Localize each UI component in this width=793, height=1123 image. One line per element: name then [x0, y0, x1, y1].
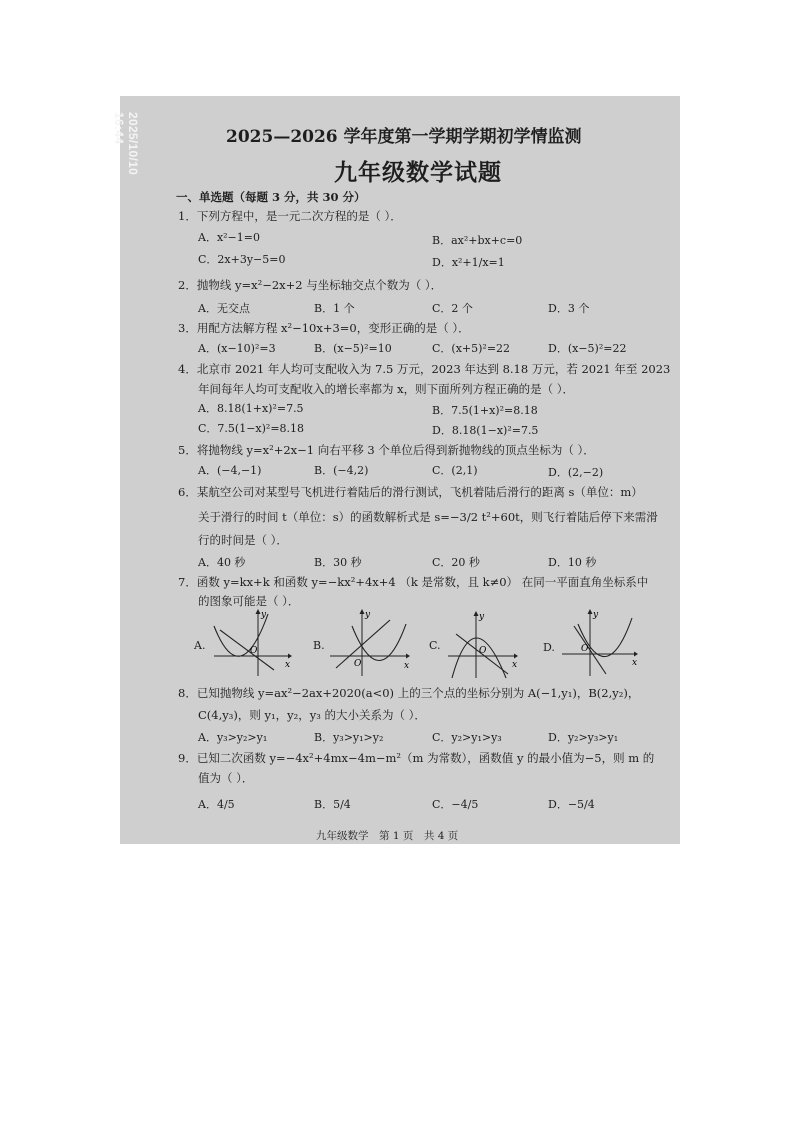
q7-option-c-label: C. — [429, 639, 441, 652]
q8-option-b: B．y₃>y₁>y₂ — [314, 731, 384, 744]
q9-option-a: A．4/5 — [198, 798, 235, 811]
y-label: y — [261, 610, 267, 620]
q2-stem: 2．抛物线 y=x²−2x+2 与坐标轴交点个数为（ ）． — [178, 278, 443, 292]
parabola — [214, 614, 268, 656]
q9-option-d: D．−5/4 — [548, 798, 595, 811]
q5-option-a: A．(−4,−1) — [198, 464, 262, 477]
q3-stem: 3．用配方法解方程 x²−10x+3=0，变形正确的是（ ）． — [178, 321, 470, 335]
q7-stem-line2: 的图象可能是（ ）． — [198, 594, 300, 608]
y-axis-arrow — [360, 609, 365, 614]
q1-option-c: C．2x+3y−5=0 — [198, 253, 286, 266]
timestamp-text: 2025/10/10 16:44 — [112, 112, 140, 176]
q6-stem-line3: 行的时间是（ ）． — [198, 533, 288, 547]
q6-option-a: A．40 秒 — [198, 556, 246, 569]
q4-option-b: B．7.5(1+x)²=8.18 — [432, 404, 538, 417]
q3-option-c: C．(x+5)²=22 — [432, 342, 511, 355]
origin-label: O — [250, 646, 258, 656]
x-axis-arrow — [634, 652, 638, 657]
q8-stem-line2: C(4,y₃)，则 y₁，y₂，y₃ 的大小关系为（ ）． — [198, 708, 426, 722]
q4-stem-line2: 年间每年人均可支配收入的增长率都为 x，则下面所列方程正确的是（ ）． — [198, 382, 575, 396]
q3-option-a: A．(x−10)²=3 — [198, 342, 276, 355]
x-axis-arrow — [288, 654, 292, 659]
y-label: y — [593, 610, 599, 620]
q2-option-b: B．1 个 — [314, 302, 355, 315]
x-axis-arrow — [406, 654, 410, 659]
q8-option-c: C．y₂>y₁>y₃ — [432, 731, 502, 744]
straight-line — [220, 630, 274, 670]
q2-option-d: D．3 个 — [548, 302, 590, 315]
exam-subject: 九年级数学试题 — [334, 159, 502, 186]
page-footer: 九年级数学 第 1 页 共 4 页 — [316, 830, 459, 842]
q8-stem-line1: 8．已知抛物线 y=ax²−2ax+2020(a<0) 上的三个点的坐标分别为 A(−1,y₁)，B(2,y₂)， — [178, 686, 640, 700]
q9-stem-line2: 值为（ ）． — [198, 771, 254, 785]
y-label: y — [479, 612, 485, 622]
q7-graph-a — [212, 608, 292, 678]
q6-stem-line1: 6．某航空公司对某型号飞机进行着陆后的滑行测试，飞机着陆后滑行的距离 s（单位：m） — [178, 485, 643, 499]
q2-option-a: A．无交点 — [198, 302, 250, 315]
section-heading: 一、单选题（每题 3 分，共 30 分） — [176, 190, 366, 204]
origin-label: O — [354, 659, 362, 669]
q5-option-d: D．(2,−2) — [548, 466, 604, 479]
exam-title: 2025—2026 学年度第一学期学期初学情监测 — [226, 127, 582, 147]
q6-option-c: C．20 秒 — [432, 556, 480, 569]
x-axis-arrow — [514, 654, 518, 659]
q7-option-a-label: A. — [194, 639, 206, 652]
q9-stem-line1: 9．已知二次函数 y=−4x²+4mx−4m−m²（m 为常数），函数值 y 的最小值为−5，则 m 的 — [178, 751, 655, 765]
q1-option-a: A．x²−1=0 — [198, 231, 260, 244]
q4-option-c: C．7.5(1−x)²=8.18 — [198, 422, 305, 435]
q1-stem: 1．下列方程中，是一元二次方程的是（ ）． — [178, 209, 402, 223]
q7-graph-b — [328, 608, 412, 678]
q5-option-b: B．(−4,2) — [314, 464, 369, 477]
q5-stem: 5．将抛物线 y=x²+2x−1 向右平移 3 个单位后得到新抛物线的顶点坐标为（ ）． — [178, 443, 595, 457]
origin-label: O — [479, 646, 487, 656]
x-label: x — [512, 660, 518, 670]
origin-label: O — [581, 644, 589, 654]
x-label: x — [285, 660, 291, 670]
q6-stem-line2: 关于滑行的时间 t（单位：s）的函数解析式是 s=−3/2 t²+60t，则飞行着陆后停下来需滑 — [198, 510, 658, 524]
y-axis-arrow — [256, 609, 261, 614]
q7-graph-d — [560, 608, 640, 678]
x-label: x — [632, 658, 638, 668]
q8-option-d: D．y₂>y₃>y₁ — [548, 731, 619, 744]
q7-option-d-label: D. — [543, 641, 555, 654]
y-axis-arrow — [588, 609, 593, 614]
q3-option-b: B．(x−5)²=10 — [314, 342, 392, 355]
q8-option-a: A．y₃>y₂>y₁ — [198, 731, 268, 744]
q7-stem-line1: 7．函数 y=kx+k 和函数 y=−kx²+4x+4 （k 是常数，且 k≠0） 在同一平面直角坐标系中 — [178, 575, 649, 589]
q7-graph-c — [446, 610, 520, 680]
q4-option-a: A．8.18(1+x)²=7.5 — [198, 402, 304, 415]
q3-option-d: D．(x−5)²=22 — [548, 342, 627, 355]
straight-line — [336, 620, 390, 668]
x-label: x — [404, 661, 410, 671]
q1-option-b: B．ax²+bx+c=0 — [432, 234, 523, 247]
q9-option-b: B．5/4 — [314, 798, 351, 811]
timestamp-watermark — [112, 108, 144, 258]
q4-stem-line1: 4．北京市 2021 年人均可支配收入为 7.5 万元，2023 年达到 8.18 万元，若 2021 年至 2023 — [178, 362, 671, 376]
y-axis-arrow — [474, 611, 479, 616]
scanned-exam-photo — [112, 96, 680, 844]
y-label: y — [365, 610, 371, 620]
q7-option-b-label: B. — [313, 639, 325, 652]
q9-option-c: C．−4/5 — [432, 798, 479, 811]
q1-option-d: D．x²+1/x=1 — [432, 256, 505, 269]
q6-option-b: B．30 秒 — [314, 556, 362, 569]
q6-option-d: D．10 秒 — [548, 556, 597, 569]
q5-option-c: C．(2,1) — [432, 464, 478, 477]
q4-option-d: D．8.18(1−x)²=7.5 — [432, 424, 539, 437]
parabola — [452, 638, 506, 678]
q2-option-c: C．2 个 — [432, 302, 473, 315]
